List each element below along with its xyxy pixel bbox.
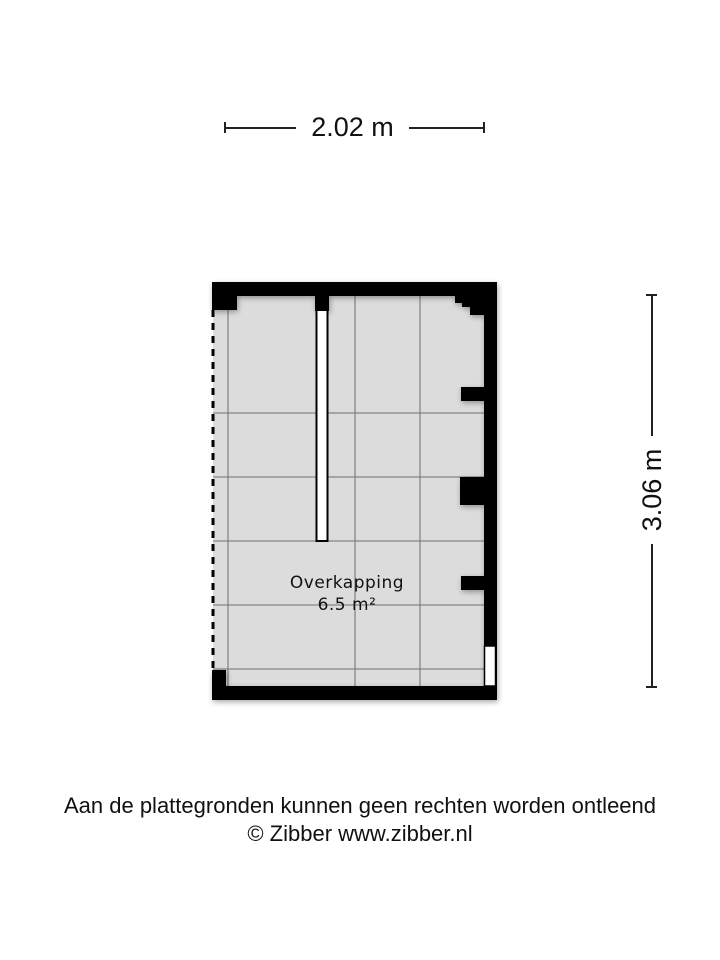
footer-disclaimer: Aan de plattegronden kunnen geen rechten worden ontleend [63,793,657,818]
pillar-cap [315,295,329,311]
room-name: Overkapping [289,573,405,593]
footer [0,792,720,848]
width-dimension-label: 2.02 m [311,112,394,142]
room-label [262,572,432,616]
wall-bottom [212,686,497,700]
wall-right [484,282,497,700]
wall-top [212,282,497,296]
wall-bump-3 [461,576,485,590]
wall-bump-2 [460,477,485,505]
partition-wall [317,310,328,541]
room-area: 6.5 m² [317,595,377,615]
column-top-left [212,282,237,310]
window-opening [485,646,496,686]
column-bottom-left [212,670,226,700]
height-dimension-label: 3.06 m [637,448,667,532]
wall-bump-1 [461,387,485,401]
footer-copyright: © Zibber www.zibber.nl [247,821,473,846]
room-floor [213,296,485,687]
